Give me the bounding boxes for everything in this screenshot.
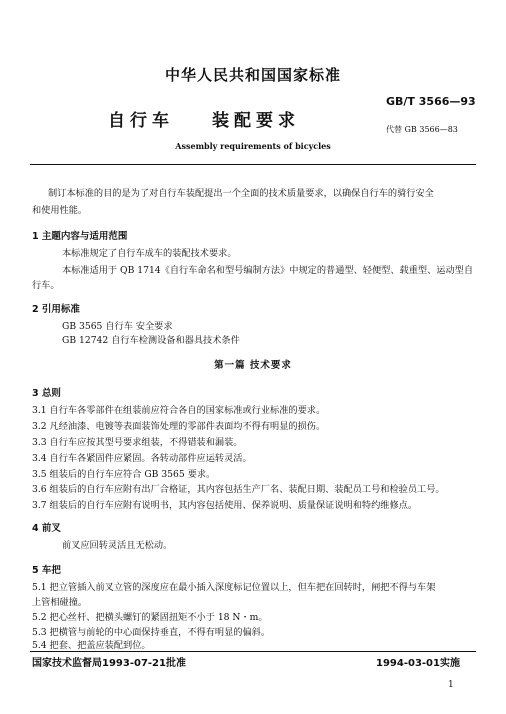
standard-number: GB/T 3566—93	[386, 95, 476, 108]
header-rule	[30, 164, 476, 165]
section-4-para: 前叉应回转灵活且无松动。	[62, 540, 173, 551]
section-1-title: 1 主题内容与适用范围	[32, 231, 128, 242]
section-4-title: 4 前叉	[32, 523, 61, 534]
section-5-title: 5 车把	[32, 565, 61, 576]
page-number: 1	[448, 680, 454, 690]
replaces-standard: 代替 GB 3566—83	[386, 125, 458, 134]
footer-rule	[30, 651, 476, 652]
list-item: 5.3 把横管与前轮的中心面保持垂直，不得有明显的偏斜。	[32, 627, 271, 638]
standard-org-heading: 中华人民共和国国家标准	[164, 66, 341, 84]
approval-date: 国家技术监督局1993-07-21批准	[32, 658, 186, 669]
section-5-1-line-2: 上管相碰撞。	[32, 597, 88, 608]
section-5-1-line-1: 5.1 把立管插入前叉立管的深度应在最小插入深度标记位置以上，但车把在回转时，闸把不得与车架	[32, 582, 436, 593]
list-item: 3.7 组装后的自行车应附有说明书，其内容包括使用、保养说明、质量保证说明和特约维修点。	[32, 500, 418, 511]
intro-line-2: 和使用性能。	[32, 205, 88, 216]
section-1-para-1: 本标准规定了自行车成车的装配技术要求。	[62, 248, 237, 259]
list-item: 3.5 组装后的自行车应符合 GB 3565 要求。	[32, 469, 216, 480]
list-item: 5.4 把套、把盖应装配到位。	[32, 640, 151, 651]
document-title	[108, 106, 300, 131]
title-part-assembly: 装配要求	[212, 111, 300, 131]
english-title: Assembly requirements of bicycles	[175, 141, 331, 151]
implementation-date: 1994-03-01实施	[376, 658, 460, 669]
section-1-para-2-line-2: 行车。	[32, 280, 60, 291]
intro-line-1: 制订本标准的目的是为了对自行车装配提出一个全面的技术质量要求，以确保自行车的骑行安全	[48, 188, 434, 199]
section-1-para-2-line-1: 本标准适用于 QB 1714《自行车命名和型号编制方法》中规定的普通型、轻便型、载重型、运动型自	[62, 265, 474, 276]
reference-2: GB 12742 自行车检测设备和器具技术条件	[62, 335, 240, 346]
list-item: 3.6 组装后的自行车应附有出厂合格证，其内容包括生产厂名、装配日期、装配员工号和检验员工号。	[32, 484, 445, 495]
list-item: 3.1 自行车各零部件在组装前应符合各自的国家标准或行业标准的要求。	[32, 405, 326, 416]
list-item: 5.2 把心丝杆、把横头螺钉的紧固扭矩不小于 18 N・m。	[32, 612, 268, 623]
section-3-title: 3 总则	[32, 388, 61, 399]
list-item: 3.3 自行车应按其型号要求组装，不得错装和漏装。	[32, 437, 243, 448]
part-1-title: 第一篇 技术要求	[214, 360, 292, 371]
list-item: 3.4 自行车各紧固件应紧固。各转动部件应运转灵活。	[32, 453, 252, 464]
title-part-bicycle: 自行车	[108, 111, 174, 131]
list-item: 3.2 凡经油漆、电镀等表面装饰处理的零部件表面均不得有明显的损伤。	[32, 421, 326, 432]
reference-1: GB 3565 自行车 安全要求	[62, 321, 173, 332]
section-2-title: 2 引用标准	[32, 304, 80, 315]
